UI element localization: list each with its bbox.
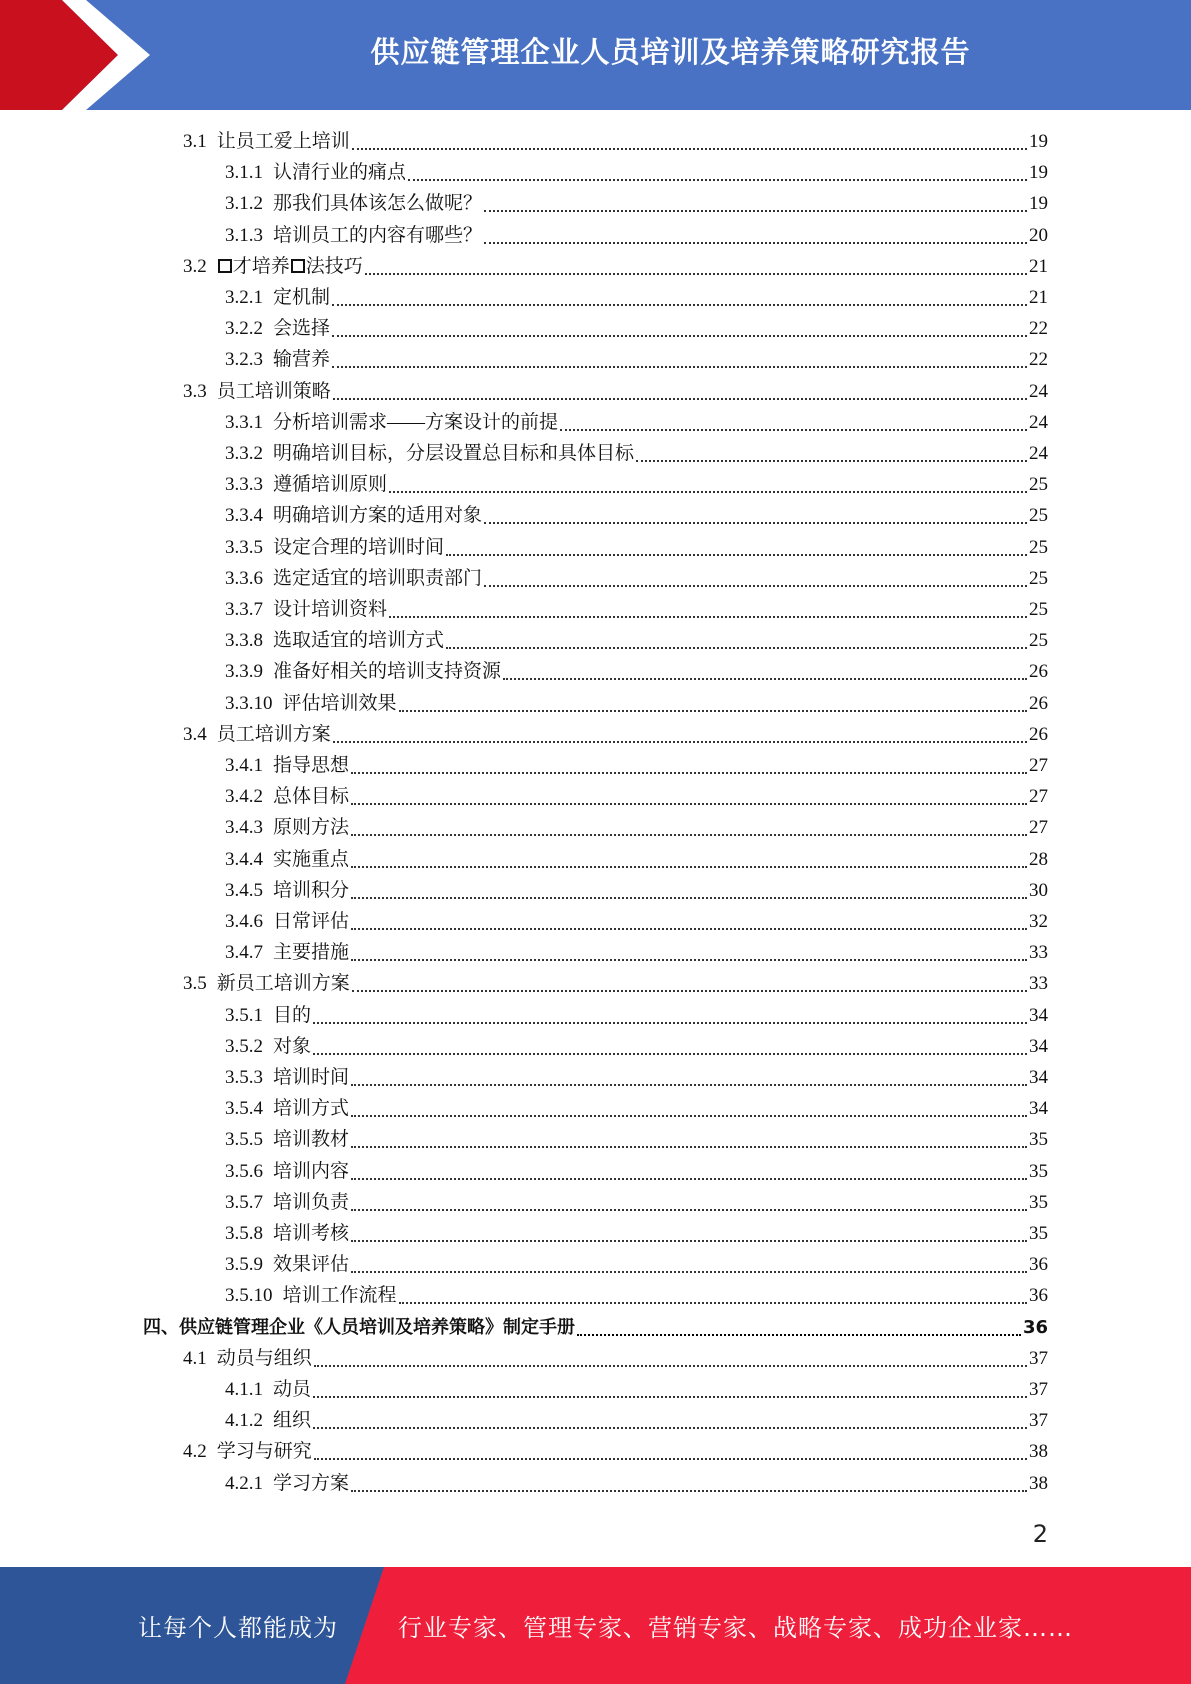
toc-entry-page: 25 xyxy=(1029,505,1048,526)
toc-entry[interactable] xyxy=(225,906,1048,937)
toc-entry[interactable] xyxy=(225,594,1048,625)
toc-entry-title: 学习与研究 xyxy=(216,1441,312,1462)
toc-dot-leader xyxy=(577,1334,1021,1336)
footer-slogan-lead: 让每个人都能成为 xyxy=(138,1614,338,1642)
toc-entry-number: 3.4.5 xyxy=(225,880,263,901)
toc-entry-title: 对象 xyxy=(273,1036,312,1057)
missing-glyph-box xyxy=(218,259,232,273)
toc-entry-page: 20 xyxy=(1029,225,1048,246)
toc-entry[interactable] xyxy=(183,1343,1048,1374)
toc-entry-title: 培训负责 xyxy=(273,1192,350,1213)
toc-dot-leader xyxy=(351,1084,1027,1086)
toc-entry-page: 36 xyxy=(1029,1254,1048,1275)
toc-dot-leader xyxy=(399,1302,1027,1304)
toc-dot-leader xyxy=(365,273,1027,275)
toc-entry[interactable] xyxy=(225,563,1048,594)
toc-entry-number: 3.3.6 xyxy=(225,568,263,589)
toc-entry-title: 培训内容 xyxy=(273,1161,350,1182)
toc-entry[interactable] xyxy=(225,937,1048,968)
toc-entry-title: 总体目标 xyxy=(273,786,350,807)
toc-entry-page: 25 xyxy=(1029,537,1048,558)
toc-dot-leader xyxy=(351,1490,1027,1492)
toc-dot-leader xyxy=(351,834,1027,836)
toc-entry-page: 32 xyxy=(1029,911,1048,932)
toc-entry[interactable] xyxy=(225,1280,1048,1311)
toc-entry[interactable] xyxy=(225,1031,1048,1062)
toc-dot-leader xyxy=(314,1365,1027,1367)
toc-dot-leader xyxy=(351,772,1027,774)
toc-entry-number: 3.5.1 xyxy=(225,1005,263,1026)
toc-entry-title: 组织 xyxy=(273,1410,312,1431)
toc-entry-page: 24 xyxy=(1029,443,1048,464)
toc-entry-page: 25 xyxy=(1029,599,1048,620)
toc-entry-page: 35 xyxy=(1029,1161,1048,1182)
toc-dot-leader xyxy=(408,179,1027,181)
toc-entry-title: 动员 xyxy=(273,1379,312,1400)
toc-entry-number: 3.3.3 xyxy=(225,474,263,495)
toc-entry-number: 4.1.2 xyxy=(225,1410,263,1431)
toc-entry-number: 3.3.7 xyxy=(225,599,263,620)
toc-entry-title: 培训积分 xyxy=(273,880,350,901)
toc-entry-page: 25 xyxy=(1029,474,1048,495)
toc-entry-number: 3.3.9 xyxy=(225,661,263,682)
toc-entry-title: 遵循培训原则 xyxy=(273,474,388,495)
toc-entry[interactable] xyxy=(225,875,1048,906)
toc-entry[interactable] xyxy=(225,469,1048,500)
page-number: 2 xyxy=(1032,1520,1048,1548)
toc-entry-title: 主要措施 xyxy=(273,942,350,963)
toc-entry-page: 24 xyxy=(1029,381,1048,402)
toc-dot-leader xyxy=(389,491,1027,493)
toc-entry-number: 3.2.3 xyxy=(225,349,263,370)
toc-entry-number: 3.4.6 xyxy=(225,911,263,932)
toc-entry-title: 会选择 xyxy=(273,318,331,339)
toc-dot-leader xyxy=(333,741,1027,743)
toc-entry-number: 3.5.6 xyxy=(225,1161,263,1182)
toc-entry[interactable] xyxy=(225,438,1048,469)
toc-entry-number: 3.5.9 xyxy=(225,1254,263,1275)
toc-dot-leader xyxy=(313,1053,1027,1055)
toc-entry-number: 4.2 xyxy=(183,1441,207,1462)
toc-entry-title: 认清行业的痛点 xyxy=(273,162,407,183)
toc-entry-page: 37 xyxy=(1029,1410,1048,1431)
toc-entry-title: 培训工作流程 xyxy=(282,1285,397,1306)
toc-entry-page: 34 xyxy=(1029,1098,1048,1119)
toc-entry[interactable] xyxy=(225,1000,1048,1031)
toc-entry-title: 效果评估 xyxy=(273,1254,350,1275)
footer-banner xyxy=(0,1567,1191,1684)
toc-entry[interactable] xyxy=(225,844,1048,875)
toc-dot-leader xyxy=(332,304,1027,306)
toc-entry-page: 26 xyxy=(1029,661,1048,682)
toc-entry-title: 让员工爱上培训 xyxy=(216,131,350,152)
toc-dot-leader xyxy=(484,242,1027,244)
toc-dot-leader xyxy=(351,959,1027,961)
toc-entry-title: 分析培训需求——方案设计的前提 xyxy=(273,412,559,433)
toc-entry-page: 19 xyxy=(1029,193,1048,214)
toc-entry-number: 3.5 xyxy=(183,973,207,994)
toc-entry-number: 3.3.8 xyxy=(225,630,263,651)
toc-entry[interactable] xyxy=(225,500,1048,531)
toc-entry[interactable] xyxy=(143,1312,1048,1343)
toc-entry-title: 指导思想 xyxy=(273,755,350,776)
toc-entry-page: 26 xyxy=(1029,724,1048,745)
header-banner xyxy=(0,0,1191,110)
toc-entry-page: 35 xyxy=(1029,1192,1048,1213)
missing-glyph-box xyxy=(291,259,305,273)
document-title: 供应链管理企业人员培训及培养策略研究报告 xyxy=(370,34,971,69)
toc-entry[interactable] xyxy=(225,407,1048,438)
toc-entry-number: 3.5.2 xyxy=(225,1036,263,1057)
toc-entry[interactable] xyxy=(225,1468,1048,1499)
toc-dot-leader xyxy=(351,803,1027,805)
toc-entry-number: 3.3.2 xyxy=(225,443,263,464)
toc-entry-title: 四、供应链管理企业《人员培训及培养策略》制定手册 xyxy=(143,1317,575,1338)
toc-dot-leader xyxy=(313,1427,1027,1429)
toc-entry[interactable] xyxy=(225,750,1048,781)
toc-entry-number: 3.5.3 xyxy=(225,1067,263,1088)
toc-entry[interactable] xyxy=(225,1124,1048,1155)
toc-entry[interactable] xyxy=(225,282,1048,313)
toc-entry[interactable] xyxy=(225,157,1048,188)
toc-entry[interactable] xyxy=(183,376,1048,407)
toc-entry-number: 3.5.4 xyxy=(225,1098,263,1119)
toc-entry-title: 员工培训方案 xyxy=(216,724,331,745)
toc-entry[interactable] xyxy=(225,313,1048,344)
toc-entry-title: 选取适宜的培训方式 xyxy=(273,630,445,651)
toc-entry-title: 设计培训资料 xyxy=(273,599,388,620)
toc-dot-leader xyxy=(351,1271,1027,1273)
toc-entry-number: 3.5.10 xyxy=(225,1285,273,1306)
toc-entry[interactable] xyxy=(225,1093,1048,1124)
toc-entry-page: 27 xyxy=(1029,817,1048,838)
toc-dot-leader xyxy=(503,678,1027,680)
toc-entry-page: 19 xyxy=(1029,162,1048,183)
toc-entry-number: 3.3.4 xyxy=(225,505,263,526)
toc-entry-page: 38 xyxy=(1029,1473,1048,1494)
toc-entry-number: 3.4.3 xyxy=(225,817,263,838)
toc-entry-title: 评估培训效果 xyxy=(282,693,397,714)
toc-entry-page: 19 xyxy=(1029,131,1048,152)
toc-dot-leader xyxy=(351,1240,1027,1242)
toc-entry-title: 设定合理的培训时间 xyxy=(273,537,445,558)
toc-entry-title: 原则方法 xyxy=(273,817,350,838)
toc-entry-page: 22 xyxy=(1029,349,1048,370)
toc-entry-number: 4.1 xyxy=(183,1348,207,1369)
toc-entry[interactable] xyxy=(225,344,1048,375)
toc-entry-number: 3.2.2 xyxy=(225,318,263,339)
toc-entry-number: 3.4.4 xyxy=(225,849,263,870)
toc-entry[interactable] xyxy=(225,625,1048,656)
toc-dot-leader xyxy=(389,616,1027,618)
toc-dot-leader xyxy=(313,1022,1027,1024)
toc-entry-title: 学习方案 xyxy=(273,1473,350,1494)
toc-entry-page: 34 xyxy=(1029,1005,1048,1026)
toc-entry-number: 3.1 xyxy=(183,131,207,152)
toc-entry-page: 27 xyxy=(1029,755,1048,776)
toc-dot-leader xyxy=(446,554,1027,556)
footer-slogan-roles: 行业专家、管理专家、营销专家、战略专家、成功企业家…… xyxy=(398,1614,1073,1642)
toc-entry-page: 38 xyxy=(1029,1441,1048,1462)
toc-entry[interactable] xyxy=(225,656,1048,687)
toc-entry-page: 24 xyxy=(1029,412,1048,433)
toc-entry-title: 新员工培训方案 xyxy=(216,973,350,994)
toc-dot-leader xyxy=(313,1396,1027,1398)
toc-entry[interactable] xyxy=(183,126,1048,157)
toc-entry[interactable] xyxy=(225,1374,1048,1405)
toc-entry-number: 3.1.2 xyxy=(225,193,263,214)
toc-entry-title: 输营养 xyxy=(273,349,331,370)
toc-entry-title: 动员与组织 xyxy=(216,1348,312,1369)
toc-entry-title: 那我们具体该怎么做呢？ xyxy=(273,193,483,214)
toc-entry-title: 日常评估 xyxy=(273,911,350,932)
toc-entry-number: 4.1.1 xyxy=(225,1379,263,1400)
toc-entry-page: 30 xyxy=(1029,880,1048,901)
toc-entry-page: 37 xyxy=(1029,1379,1048,1400)
toc-entry-title: 培训方式 xyxy=(273,1098,350,1119)
toc-entry[interactable] xyxy=(225,188,1048,219)
toc-entry-page: 21 xyxy=(1029,256,1048,277)
toc-entry-number: 3.4.7 xyxy=(225,942,263,963)
toc-dot-leader xyxy=(484,210,1027,212)
toc-entry-page: 36 xyxy=(1029,1285,1048,1306)
toc-entry-number: 3.2 xyxy=(183,256,207,277)
toc-entry-page: 21 xyxy=(1029,287,1048,308)
toc-entry-page: 25 xyxy=(1029,568,1048,589)
toc-entry-title: 选定适宜的培训职责部门 xyxy=(273,568,483,589)
toc-entry-title: 员工培训策略 xyxy=(216,381,331,402)
toc-entry-number: 3.4.2 xyxy=(225,786,263,807)
toc-entry-page: 37 xyxy=(1029,1348,1048,1369)
toc-entry-title: 明确培训方案的适用对象 xyxy=(273,505,483,526)
toc-entry-number: 3.3 xyxy=(183,381,207,402)
header-arrow-decoration xyxy=(0,0,150,110)
toc-entry-page: 22 xyxy=(1029,318,1048,339)
toc-entry-number: 3.4 xyxy=(183,724,207,745)
toc-dot-leader xyxy=(332,366,1027,368)
toc-entry-page: 33 xyxy=(1029,942,1048,963)
toc-entry[interactable] xyxy=(225,1405,1048,1436)
toc-entry-number: 3.3.10 xyxy=(225,693,273,714)
toc-dot-leader xyxy=(351,897,1027,899)
toc-dot-leader xyxy=(333,398,1027,400)
toc-entry-page: 25 xyxy=(1029,630,1048,651)
toc-entry-page: 36 xyxy=(1022,1317,1048,1338)
toc-dot-leader xyxy=(351,1209,1027,1211)
toc-entry[interactable] xyxy=(225,781,1048,812)
toc-entry-title: 才培养 法技巧 xyxy=(217,251,363,282)
toc-entry-number: 3.3.1 xyxy=(225,412,263,433)
toc-dot-leader xyxy=(352,990,1027,992)
toc-entry[interactable] xyxy=(183,719,1048,750)
toc-entry[interactable] xyxy=(225,220,1048,251)
toc-entry-number: 3.1.1 xyxy=(225,162,263,183)
toc-entry-page: 34 xyxy=(1029,1036,1048,1057)
toc-entry-page: 26 xyxy=(1029,693,1048,714)
toc-entry-number: 4.2.1 xyxy=(225,1473,263,1494)
toc-entry-number: 3.5.5 xyxy=(225,1129,263,1150)
toc-entry[interactable] xyxy=(225,1187,1048,1218)
toc-entry-number: 3.3.5 xyxy=(225,537,263,558)
toc-entry-number: 3.5.7 xyxy=(225,1192,263,1213)
toc-entry[interactable] xyxy=(183,968,1048,999)
toc-dot-leader xyxy=(351,866,1027,868)
toc-dot-leader xyxy=(351,1178,1027,1180)
toc-dot-leader xyxy=(484,585,1027,587)
toc-entry-title: 培训教材 xyxy=(273,1129,350,1150)
toc-entry[interactable] xyxy=(225,1249,1048,1280)
toc-entry-page: 33 xyxy=(1029,973,1048,994)
toc-entry-title: 目的 xyxy=(273,1005,312,1026)
toc-entry-title: 明确培训目标，分层设置总目标和具体目标 xyxy=(273,443,635,464)
toc-entry-number: 3.2.1 xyxy=(225,287,263,308)
toc-dot-leader xyxy=(352,148,1027,150)
toc-dot-leader xyxy=(560,429,1027,431)
toc-entry-number: 3.5.8 xyxy=(225,1223,263,1244)
toc-entry[interactable] xyxy=(225,532,1048,563)
toc-entry-page: 27 xyxy=(1029,786,1048,807)
toc-entry-number: 3.4.1 xyxy=(225,755,263,776)
toc-entry[interactable] xyxy=(183,1436,1048,1467)
toc-dot-leader xyxy=(636,460,1027,462)
toc-dot-leader xyxy=(351,928,1027,930)
toc-entry-number: 3.1.3 xyxy=(225,225,263,246)
toc-entry[interactable] xyxy=(225,1218,1048,1249)
toc-entry-title: 实施重点 xyxy=(273,849,350,870)
toc-entry-title: 培训员工的内容有哪些？ xyxy=(273,225,483,246)
toc-entry[interactable] xyxy=(225,1156,1048,1187)
toc-entry-title: 定机制 xyxy=(273,287,331,308)
toc-entry-title: 培训考核 xyxy=(273,1223,350,1244)
toc-dot-leader xyxy=(351,1146,1027,1148)
toc-entry-title: 准备好相关的培训支持资源 xyxy=(273,661,502,682)
toc-dot-leader xyxy=(314,1458,1027,1460)
toc-entry[interactable] xyxy=(183,251,1048,282)
toc-entry[interactable] xyxy=(225,1062,1048,1093)
toc-entry-page: 35 xyxy=(1029,1129,1048,1150)
toc-dot-leader xyxy=(351,1115,1027,1117)
toc-entry-page: 35 xyxy=(1029,1223,1048,1244)
toc-dot-leader xyxy=(446,647,1027,649)
toc-entry[interactable] xyxy=(225,688,1048,719)
toc-entry[interactable] xyxy=(225,812,1048,843)
toc-dot-leader xyxy=(399,710,1027,712)
toc-dot-leader xyxy=(484,522,1027,524)
toc-entry-page: 34 xyxy=(1029,1067,1048,1088)
toc-entry-title: 培训时间 xyxy=(273,1067,350,1088)
toc-entry-page: 28 xyxy=(1029,849,1048,870)
toc-dot-leader xyxy=(332,335,1027,337)
